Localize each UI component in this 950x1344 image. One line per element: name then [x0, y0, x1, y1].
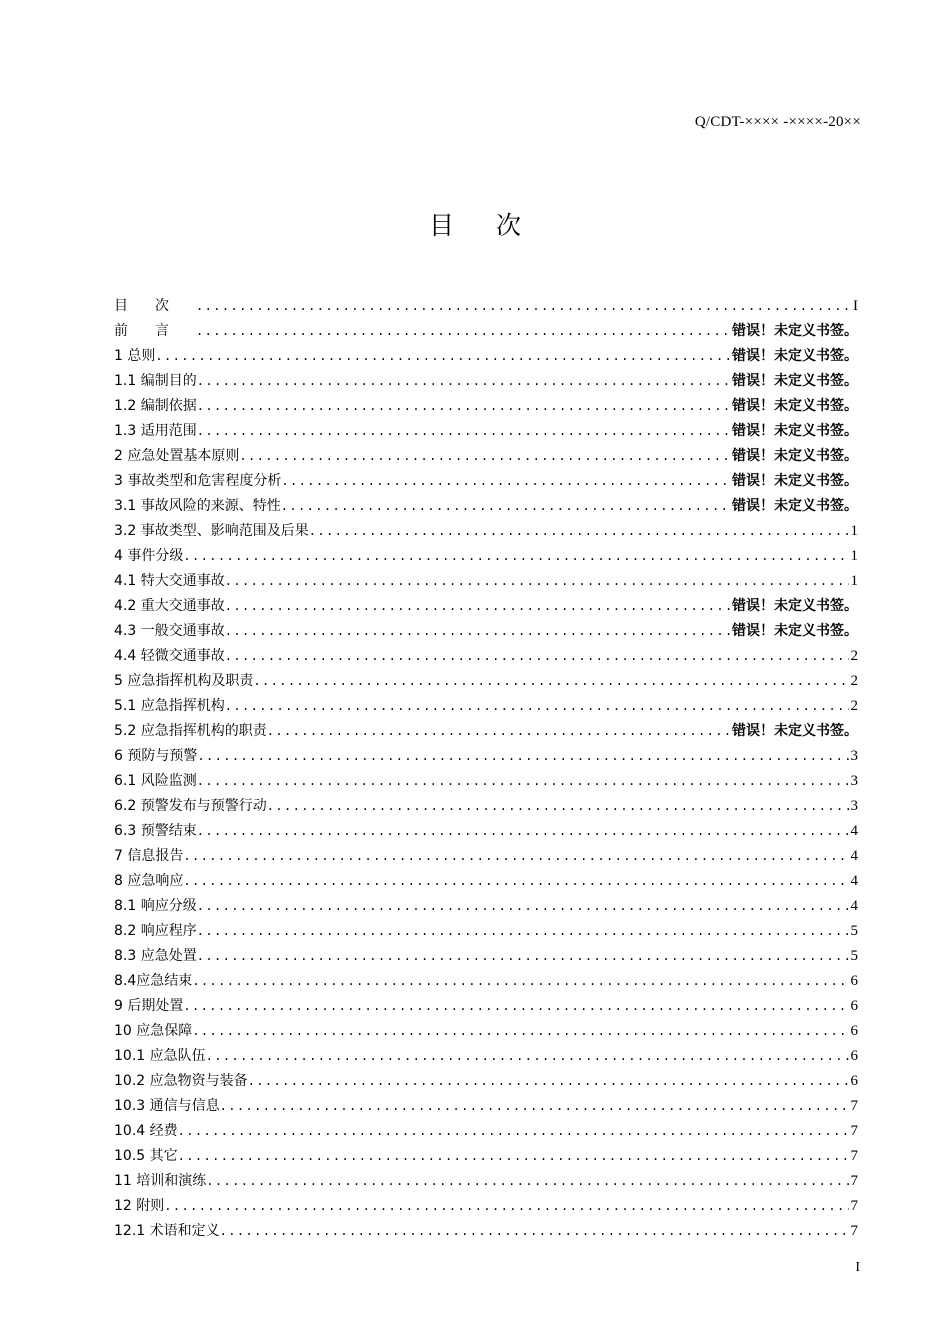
toc-leader-dots — [192, 1019, 848, 1044]
toc-entry[interactable] — [114, 894, 858, 919]
toc-entry-error-text: 错误！未定义书签。 — [732, 723, 858, 739]
toc-leader-dots — [225, 594, 730, 619]
toc-entry-page: 4 — [850, 848, 858, 864]
toc-entry-label: 10.2 应急物资与装备 — [114, 1073, 248, 1089]
toc-entry-error-text: 错误！未定义书签。 — [732, 373, 858, 389]
toc-leader-dots — [183, 844, 848, 869]
toc-leader-dots — [206, 1169, 848, 1194]
toc-entry-label: 1.2 编制依据 — [114, 398, 197, 414]
toc-entry[interactable] — [114, 944, 858, 969]
toc-entry-label: 9 后期处置 — [114, 998, 184, 1014]
toc-leader-dots — [197, 944, 849, 969]
toc-entry-page: 2 — [850, 673, 858, 689]
toc-entry-page: 3 — [850, 773, 858, 789]
toc-entry[interactable] — [114, 494, 858, 519]
toc-entry-label: 3.2 事故类型、影响范围及后果 — [114, 523, 309, 539]
toc-entry-page: 1 — [850, 523, 858, 539]
toc-leader-dots — [225, 619, 730, 644]
toc-entry-page: 5 — [850, 948, 858, 964]
toc-entry-error-text: 错误！未定义书签。 — [732, 348, 858, 364]
toc-entry-page: 4 — [850, 823, 858, 839]
toc-entry[interactable] — [114, 794, 858, 819]
toc-entry-label: 目次 — [114, 298, 196, 314]
toc-leader-dots — [155, 344, 730, 369]
toc-entry[interactable] — [114, 444, 858, 469]
toc-entry-label: 10.5 其它 — [114, 1148, 178, 1164]
toc-entry-page: 7 — [850, 1098, 858, 1114]
toc-entry-label: 8.2 响应程序 — [114, 923, 197, 939]
toc-entry[interactable] — [114, 969, 858, 994]
toc-entry-page: 7 — [850, 1123, 858, 1139]
toc-entry-page: 1 — [850, 548, 858, 564]
toc-entry-error-text: 错误！未定义书签。 — [732, 498, 858, 514]
toc-entry-label: 8 应急响应 — [114, 873, 184, 889]
toc-entry-page: 3 — [850, 748, 858, 764]
toc-entry[interactable] — [114, 569, 858, 594]
toc-entry-error-text: 错误！未定义书签。 — [732, 423, 858, 439]
toc-leader-dots — [192, 969, 848, 994]
toc-leader-dots — [183, 869, 848, 894]
toc-entry-page: 6 — [850, 1023, 858, 1039]
toc-leader-dots — [239, 444, 730, 469]
toc-entry-label: 2 应急处置基本原则 — [114, 448, 240, 464]
toc-leader-dots — [196, 294, 851, 319]
toc-entry-page: 6 — [850, 998, 858, 1014]
toc-entry[interactable] — [114, 994, 858, 1019]
toc-entry[interactable] — [114, 1219, 858, 1244]
toc-entry-label: 6 预防与预警 — [114, 748, 198, 764]
toc-entry[interactable] — [114, 819, 858, 844]
toc-entry[interactable] — [114, 1019, 858, 1044]
toc-entry-page: 4 — [850, 898, 858, 914]
toc-entry-label: 10.1 应急队伍 — [114, 1048, 206, 1064]
toc-entry-error-text: 错误！未定义书签。 — [732, 323, 858, 339]
toc-entry-page: 4 — [850, 873, 858, 889]
toc-entry[interactable] — [114, 919, 858, 944]
toc-entry-label: 5 应急指挥机构及职责 — [114, 673, 254, 689]
toc-leader-dots — [178, 1119, 849, 1144]
toc-entry[interactable] — [114, 294, 858, 319]
toc-entry-label: 6.1 风险监测 — [114, 773, 197, 789]
toc-entry-label: 10 应急保障 — [114, 1023, 193, 1039]
toc-leader-dots — [197, 369, 730, 394]
toc-entry[interactable] — [114, 644, 858, 669]
toc-entry[interactable] — [114, 694, 858, 719]
toc-entry[interactable] — [114, 544, 858, 569]
toc-leader-dots — [178, 1144, 849, 1169]
toc-entry[interactable] — [114, 1144, 858, 1169]
toc-entry[interactable] — [114, 594, 858, 619]
toc-entry[interactable] — [114, 1169, 858, 1194]
page-number: I — [855, 1260, 860, 1275]
toc-entry-label: 4.3 一般交通事故 — [114, 623, 225, 639]
toc-leader-dots — [220, 1094, 849, 1119]
toc-entry[interactable] — [114, 1094, 858, 1119]
toc-entry-page: 7 — [850, 1173, 858, 1189]
toc-entry-label: 4.4 轻微交通事故 — [114, 648, 225, 664]
toc-leader-dots — [253, 669, 848, 694]
toc-entry-label: 10.3 通信与信息 — [114, 1098, 220, 1114]
toc-entry[interactable] — [114, 769, 858, 794]
toc-entry-label: 8.1 响应分级 — [114, 898, 197, 914]
toc-entry-error-text: 错误！未定义书签。 — [732, 473, 858, 489]
toc-leader-dots — [267, 719, 730, 744]
toc-entry-label: 8.4应急结束 — [114, 973, 193, 989]
toc-entry[interactable] — [114, 1119, 858, 1144]
toc-entry-label: 3.1 事故风险的来源、特性 — [114, 498, 281, 514]
toc-entry[interactable] — [114, 669, 858, 694]
toc-entry-label: 4.1 特大交通事故 — [114, 573, 225, 589]
toc-leader-dots — [281, 469, 730, 494]
toc-entry-error-text: 错误！未定义书签。 — [732, 598, 858, 614]
toc-leader-dots — [267, 794, 849, 819]
document-code: Q/CDT-×××× -××××-20×× — [694, 114, 861, 130]
toc-entry[interactable] — [114, 1194, 858, 1219]
toc-entry-label: 12.1 术语和定义 — [114, 1223, 220, 1239]
toc-leader-dots — [225, 694, 849, 719]
toc-entry-label: 1.3 适用范围 — [114, 423, 197, 439]
toc-leader-dots — [248, 1069, 849, 1094]
toc-entry-error-text: 错误！未定义书签。 — [732, 398, 858, 414]
toc-entry[interactable] — [114, 744, 858, 769]
toc-entry[interactable] — [114, 344, 858, 369]
toc-entry-label: 4 事件分级 — [114, 548, 184, 564]
toc-entry-page: 7 — [850, 1223, 858, 1239]
toc-entry-page: 1 — [850, 573, 858, 589]
toc-entry-label: 8.3 应急处置 — [114, 948, 197, 964]
toc-title: 目次 — [428, 211, 563, 240]
toc-entry[interactable] — [114, 469, 858, 494]
toc-entry-label: 12 附则 — [114, 1198, 165, 1214]
toc-leader-dots — [206, 1044, 849, 1069]
toc-entry[interactable] — [114, 719, 858, 744]
toc-leader-dots — [197, 394, 730, 419]
toc-entry-page: 7 — [850, 1148, 858, 1164]
toc-entry-page: 7 — [850, 1198, 858, 1214]
toc-entry-error-text: 错误！未定义书签。 — [732, 448, 858, 464]
toc-entry-label: 1 总则 — [114, 348, 156, 364]
toc-leader-dots — [197, 819, 849, 844]
toc-leader-dots — [183, 544, 848, 569]
toc-entry-page: I — [853, 298, 858, 314]
toc-entry[interactable] — [114, 844, 858, 869]
toc-leader-dots — [281, 494, 730, 519]
toc-entry-page: 6 — [850, 973, 858, 989]
toc-entry-page: 6 — [850, 1048, 858, 1064]
toc-leader-dots — [183, 994, 848, 1019]
toc-entry-label: 7 信息报告 — [114, 848, 184, 864]
toc-entry-label: 6.3 预警结束 — [114, 823, 197, 839]
toc-entry[interactable] — [114, 369, 858, 394]
toc-entry-label: 前言 — [114, 323, 196, 339]
toc-entry-page: 5 — [850, 923, 858, 939]
toc-entry-page: 2 — [850, 698, 858, 714]
toc-entry[interactable] — [114, 619, 858, 644]
toc-entry-label: 5.1 应急指挥机构 — [114, 698, 225, 714]
toc-leader-dots — [197, 769, 849, 794]
toc-entry-label: 6.2 预警发布与预警行动 — [114, 798, 267, 814]
toc-leader-dots — [197, 744, 848, 769]
toc-entry-label: 3 事故类型和危害程度分析 — [114, 473, 282, 489]
toc-entry-label: 1.1 编制目的 — [114, 373, 197, 389]
toc-leader-dots — [197, 419, 730, 444]
toc-entry-page: 3 — [850, 798, 858, 814]
toc-leader-dots — [164, 1194, 848, 1219]
toc-entry-page: 6 — [850, 1073, 858, 1089]
toc-entry[interactable] — [114, 1044, 858, 1069]
toc-entry[interactable] — [114, 519, 858, 544]
toc-entry[interactable] — [114, 319, 858, 344]
toc-entry-error-text: 错误！未定义书签。 — [732, 623, 858, 639]
table-of-contents — [114, 294, 858, 1244]
toc-entry-label: 4.2 重大交通事故 — [114, 598, 225, 614]
toc-entry[interactable] — [114, 1069, 858, 1094]
toc-leader-dots — [197, 919, 849, 944]
toc-entry-label: 10.4 经费 — [114, 1123, 178, 1139]
toc-entry[interactable] — [114, 869, 858, 894]
toc-entry-page: 2 — [850, 648, 858, 664]
toc-entry[interactable] — [114, 394, 858, 419]
toc-entry[interactable] — [114, 419, 858, 444]
toc-entry-label: 5.2 应急指挥机构的职责 — [114, 723, 267, 739]
toc-leader-dots — [197, 894, 849, 919]
toc-leader-dots — [225, 569, 849, 594]
toc-leader-dots — [196, 319, 730, 344]
toc-entry-label: 11 培训和演练 — [114, 1173, 207, 1189]
toc-leader-dots — [220, 1219, 849, 1244]
toc-leader-dots — [225, 644, 849, 669]
toc-leader-dots — [309, 519, 849, 544]
